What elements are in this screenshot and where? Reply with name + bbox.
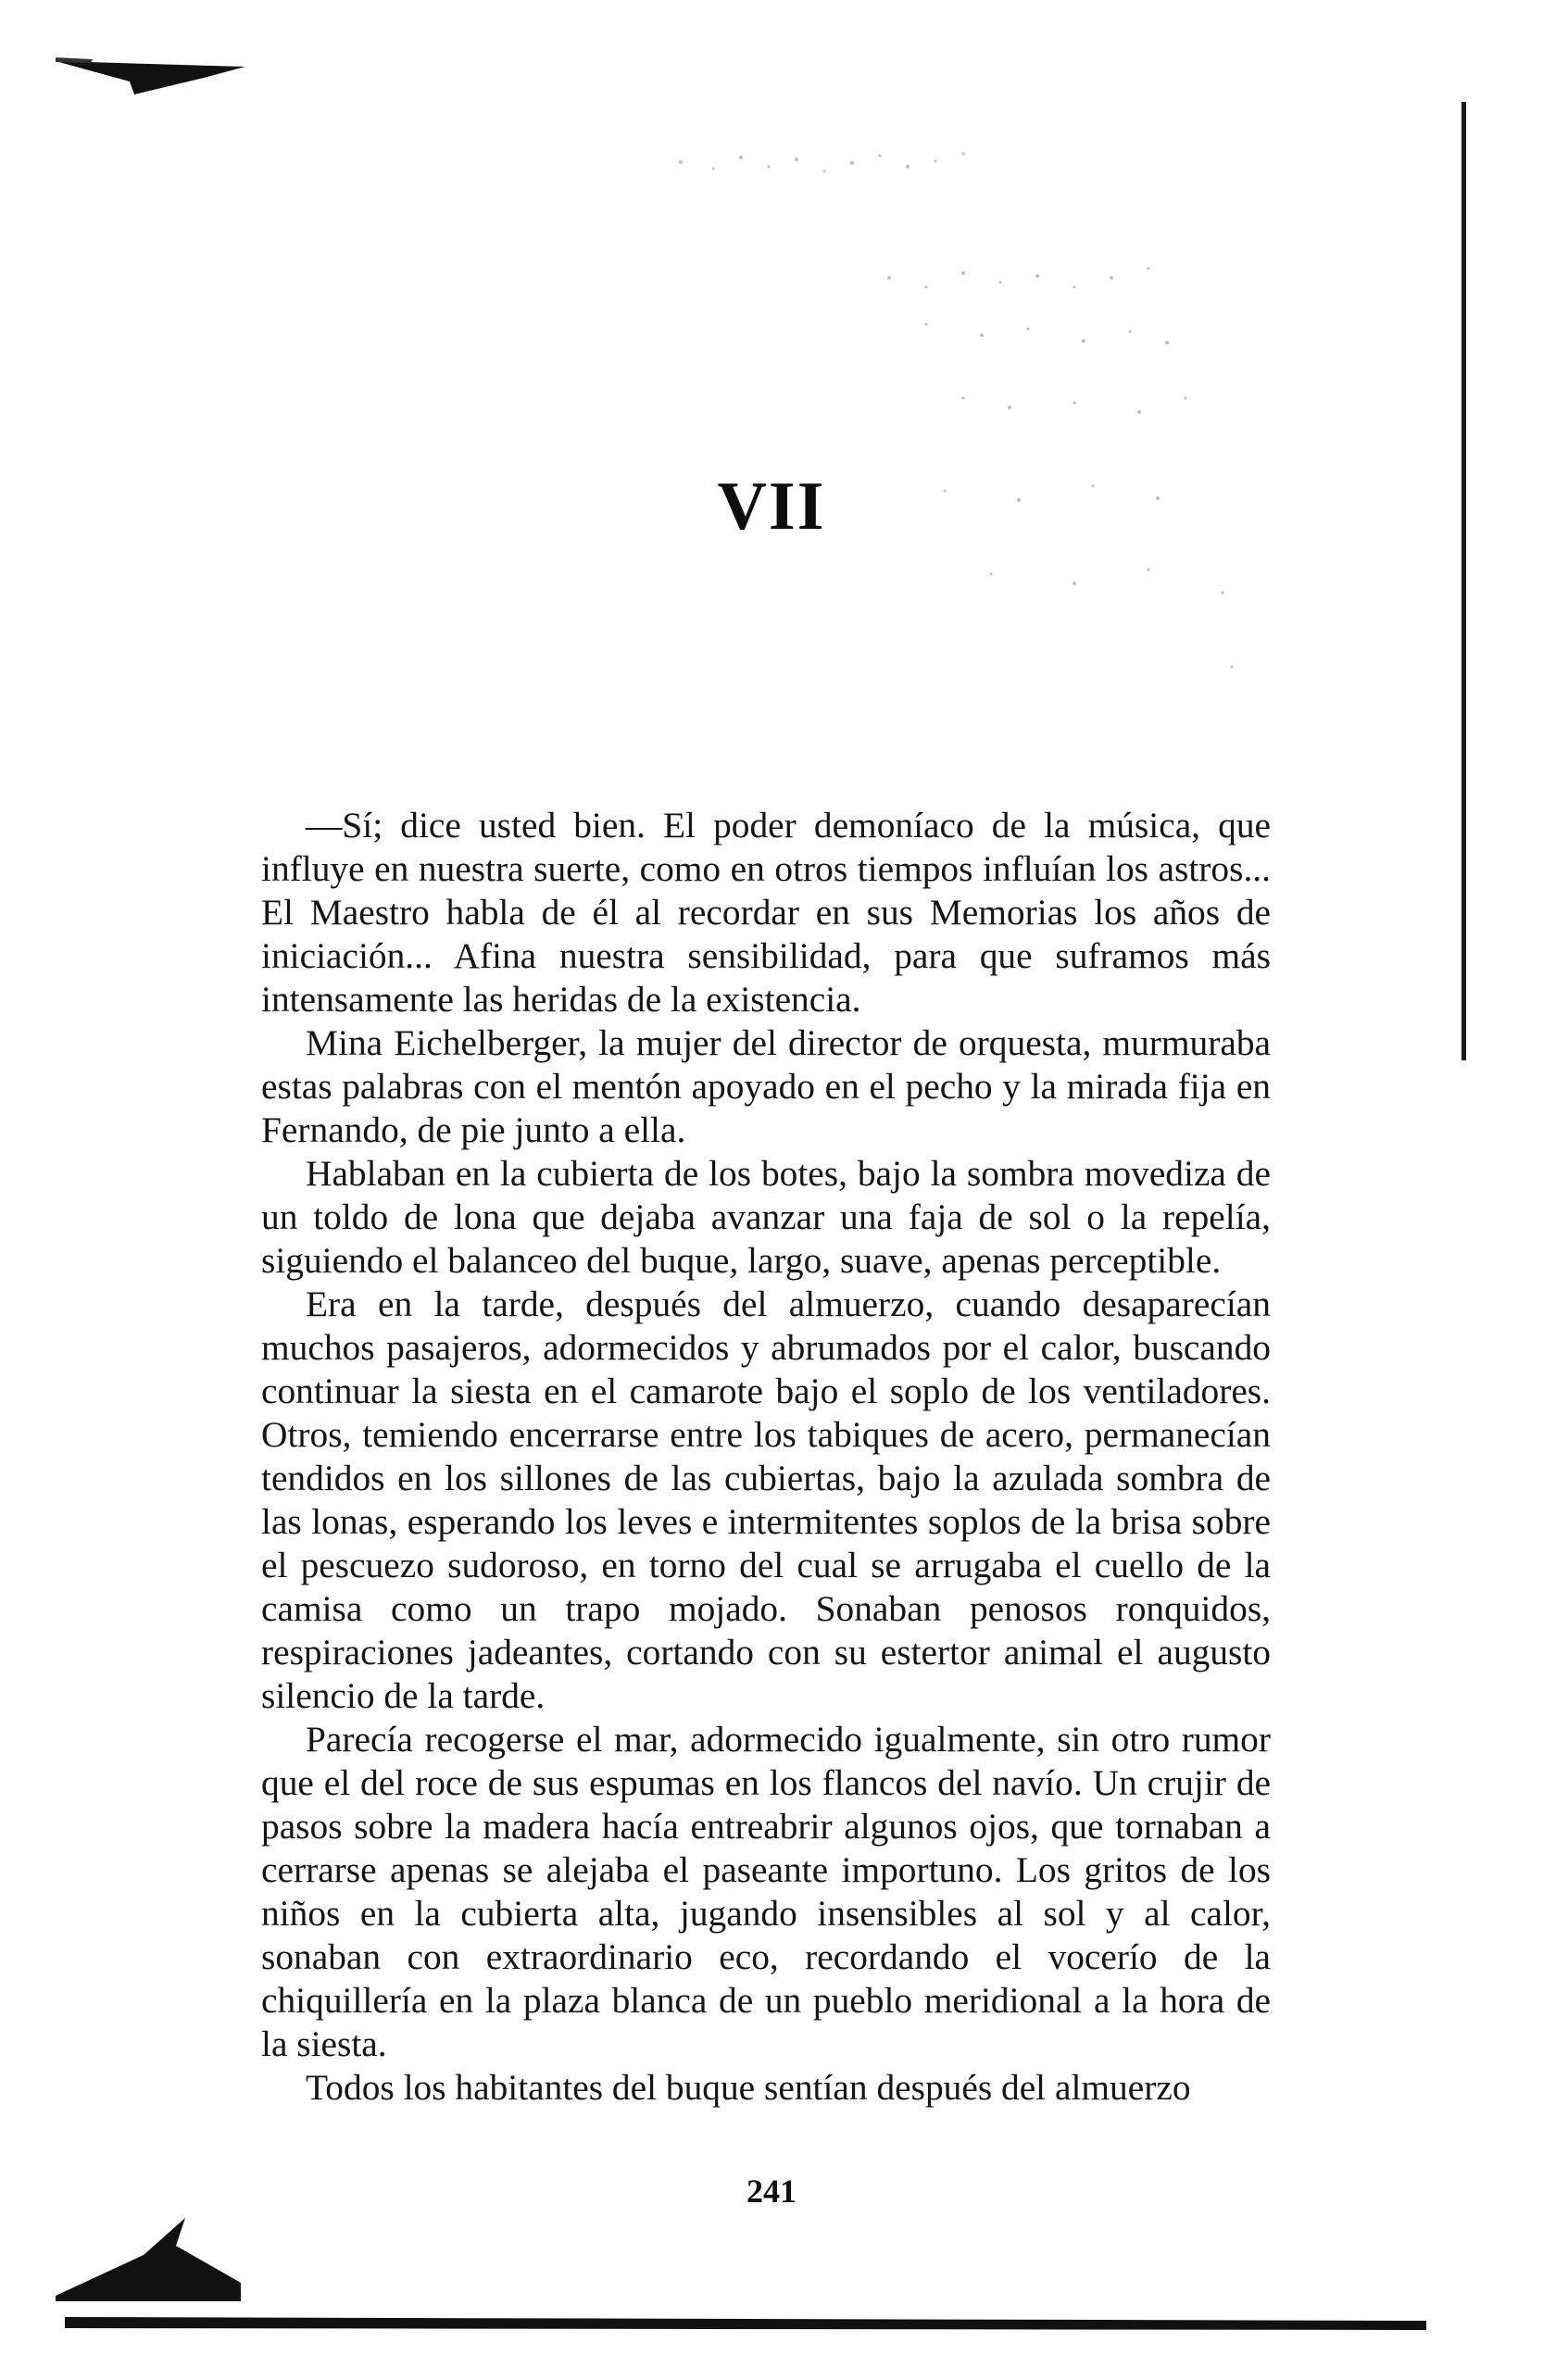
paragraph: Mina Eichelberger, la mujer del director de orquesta, murmuraba estas palabras con el mentón apoyado en el pecho y la mirada fija en Fernando, de pie junto a ella.: [261, 1022, 1271, 1150]
paragraph: Parecía recogerse el mar, adormecido igualmente, sin otro rumor que el del roce de sus espumas en los flancos del navío. Un crujir de pasos sobre la madera hacía entreabrir algunos ojos, que tornaban a cerrarse apenas se alejaba el paseante importuno. Los gritos de los niños en la cubierta alta, jugando insensibles al sol y al calor, sonaban con extraordinario eco, recordando el vocerío de la chiquillería en la plaza blanca de un pueblo meridional a la hora de la siesta.: [261, 1719, 1271, 2064]
scan-noise-icon: [593, 93, 1297, 741]
body-text: [261, 804, 1271, 2128]
scan-edge-rule: [1461, 102, 1466, 1060]
paragraph: Todos los habitantes del buque sentían después del almuerzo: [306, 2067, 1191, 2108]
scan-artifact-bottom-icon: [56, 2218, 241, 2301]
chapter-title: VII: [717, 468, 826, 545]
paragraph: Era en la tarde, después del almuerzo, cuando desaparecían muchos pasajeros, adormecidos y abrumados por el calor, buscando continuar la siesta en el camarote bajo el soplo de los ventiladores. Otros, temiendo encerrarse entre los tabiques de acero, permanecían tendidos en los sillones de las cubiertas, bajo la azulada sombra de las lonas, esperando los leves e intermitentes soplos de la brisa sobre el pescuezo sudoroso, en torno del cual se arrugaba el cuello de la camisa como un trapo mojado. Sonaban penosos ronquidos, respiraciones jadeantes, cortando con su estertor animal el augusto silencio de la tarde.: [261, 1284, 1271, 1716]
paragraph: —Sí; dice usted bien. El poder demoníaco de la música, que influye en nuestra suerte, como en otros tiempos influían los astros... El Maestro habla de él al recordar en sus Memorias los años de iniciación... Afina nuestra sensibilidad, para que suframos más intensamente las heridas de la existencia.: [261, 805, 1271, 1020]
scan-artifact-top-icon: [56, 57, 250, 113]
paragraph: Hablaban en la cubierta de los botes, bajo la sombra movediza de un toldo de lona que dejaba avanzar una faja de sol o la repelía, siguiendo el balanceo del buque, largo, suave, apenas perceptible.: [261, 1153, 1271, 1281]
scan-edge-bottom-bar: [65, 2315, 1426, 2330]
page-number: 241: [746, 2173, 797, 2210]
